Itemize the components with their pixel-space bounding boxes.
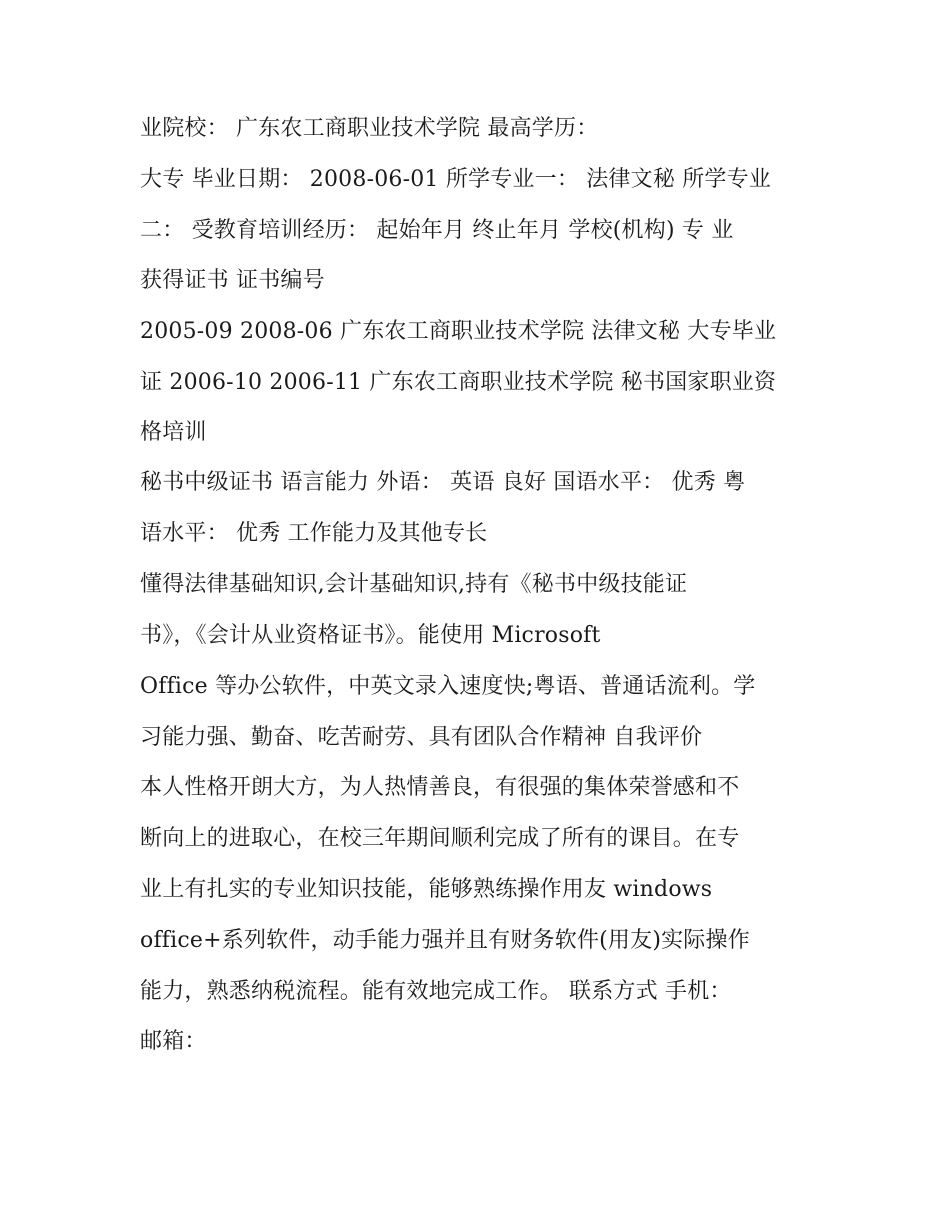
text-line: 本人性格开朗大方，为人热情善良，有很强的集体荣誉感和不 <box>140 775 740 800</box>
text-line: 2005-09 2008-06 广东农工商职业技术学院 法律文秘 大专毕业 <box>140 319 777 344</box>
text-line: office+系列软件，动手能力强并且有财务软件(用友)实际操作 <box>140 928 750 953</box>
text-line: 能力，熟悉纳税流程。能有效地完成工作。 联系方式 手机： <box>140 979 732 1004</box>
text-line: 习能力强、勤奋、吃苦耐劳、具有团队合作精神 自我评价 <box>140 725 703 750</box>
text-line: 秘书中级证书 语言能力 外语： 英语 良好 国语水平： 优秀 粤 <box>140 470 746 495</box>
text-line: 格培训 <box>140 420 207 445</box>
text-line: 获得证书 证书编号 <box>140 268 325 293</box>
text-line: 书》，《会计从业资格证书》。能使用 Microsoft <box>140 623 601 648</box>
text-line: 懂得法律基础知识,会计基础知识,持有《秘书中级技能证 <box>140 572 688 597</box>
text-line: 业院校： 广东农工商职业技术学院 最高学历： <box>140 116 599 141</box>
text-line: 语水平： 优秀 工作能力及其他专长 <box>140 521 488 546</box>
text-line: 邮箱： <box>140 1029 207 1054</box>
text-line: Office 等办公软件，中英文录入速度快;粤语、普通话流利。学 <box>140 674 756 699</box>
text-line: 二： 受教育培训经历： 起始年月 终止年月 学校(机构) 专 业 <box>140 218 734 243</box>
text-line: 断向上的进取心，在校三年期间顺利完成了所有的课目。在专 <box>140 826 740 851</box>
text-line: 大专 毕业日期： 2008-06-01 所学专业一： 法律文秘 所学专业 <box>140 167 772 192</box>
text-line: 业上有扎实的专业知识技能，能够熟练操作用友 windows <box>140 877 713 902</box>
text-line: 证 2006-10 2006-11 广东农工商职业技术学院 秘书国家职业资 <box>140 370 777 395</box>
